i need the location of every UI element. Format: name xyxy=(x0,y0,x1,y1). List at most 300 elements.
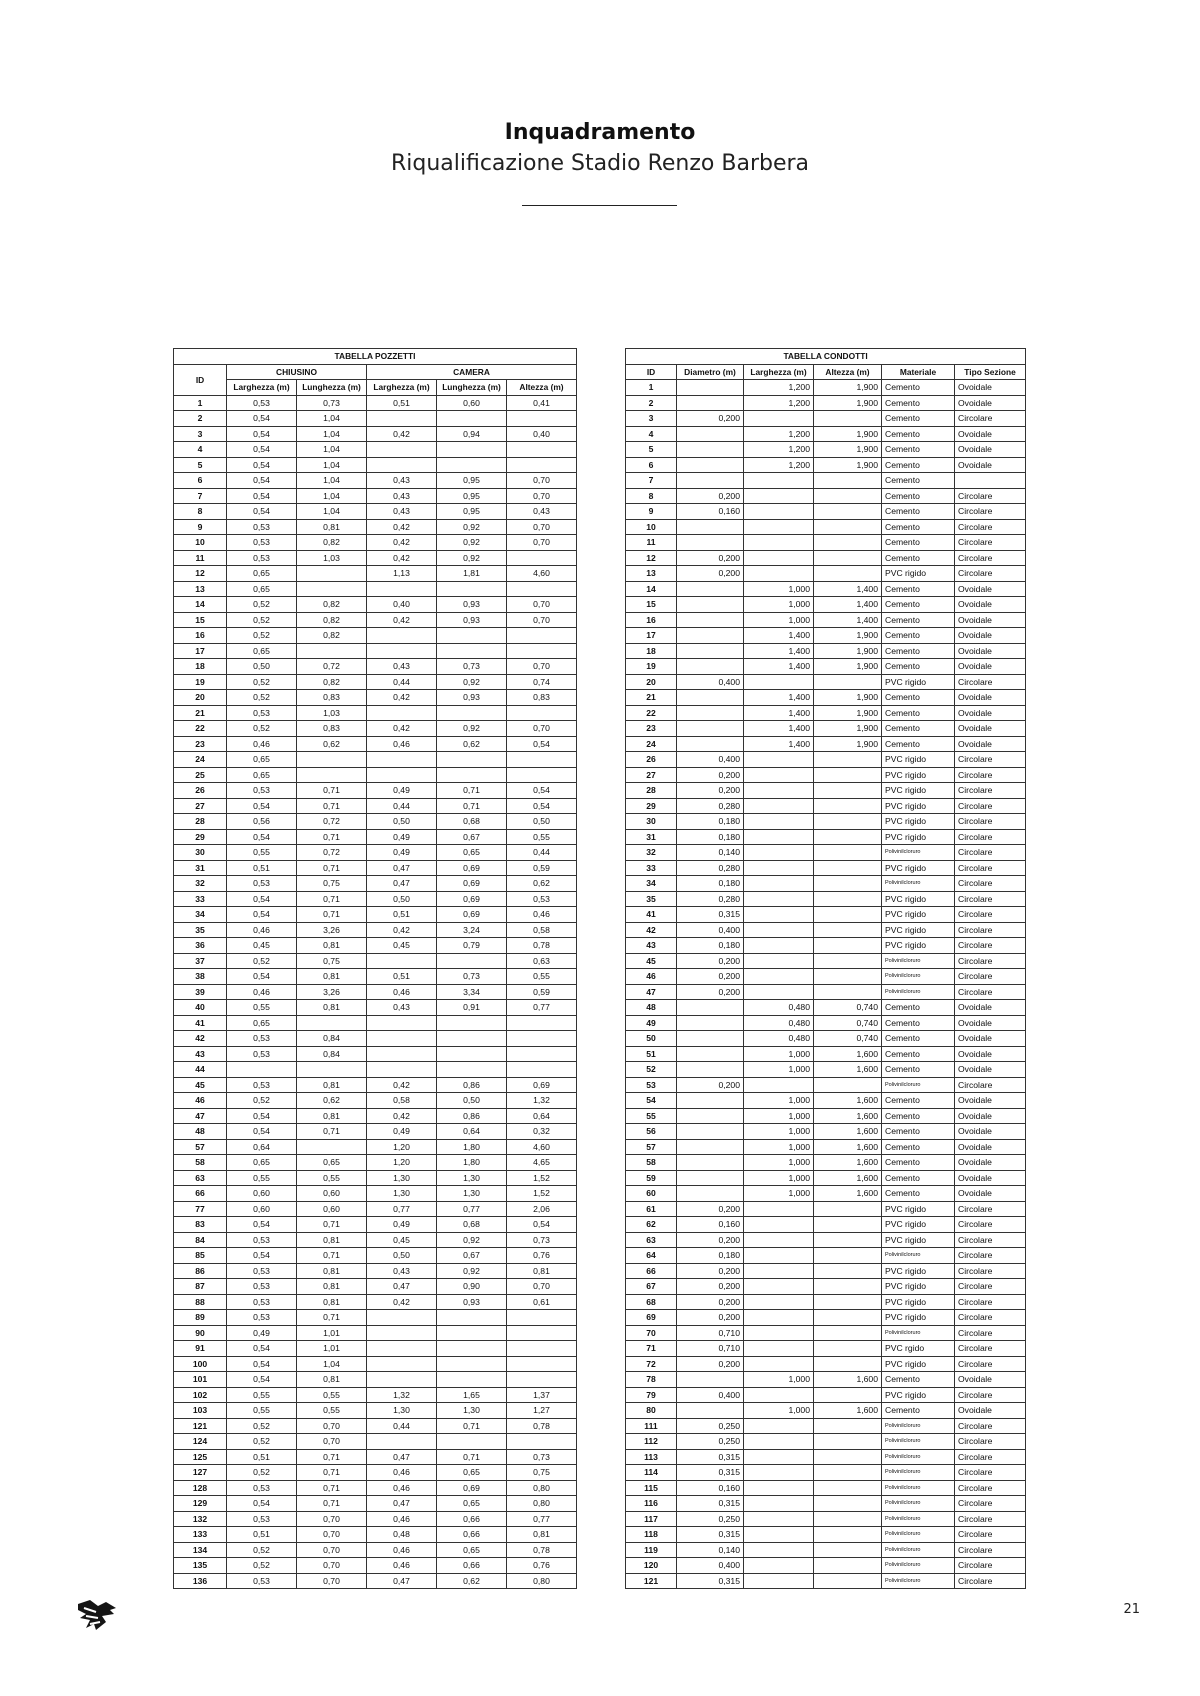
row-id-cell: 83 xyxy=(174,1217,227,1233)
row-id-cell: 47 xyxy=(626,984,677,1000)
table-cell: PVC rigido xyxy=(882,891,955,907)
table-cell xyxy=(814,1294,882,1310)
table-cell: Circolare xyxy=(955,1496,1026,1512)
row-id-cell: 136 xyxy=(174,1573,227,1589)
table-cell xyxy=(744,984,814,1000)
table-cell: 0,55 xyxy=(227,1403,297,1419)
table-cell xyxy=(744,1232,814,1248)
table-row xyxy=(174,1232,577,1248)
table-cell xyxy=(507,1031,577,1047)
table-cell: 1,000 xyxy=(744,1108,814,1124)
table-cell xyxy=(677,597,744,613)
table-cell: Circolare xyxy=(955,876,1026,892)
row-id-cell: 129 xyxy=(174,1496,227,1512)
table-cell: 0,315 xyxy=(677,1449,744,1465)
table-cell xyxy=(507,1356,577,1372)
table-cell: 0,81 xyxy=(297,1077,367,1093)
table-cell: 1,30 xyxy=(367,1170,437,1186)
row-id-cell: 59 xyxy=(626,1170,677,1186)
row-id-cell: 61 xyxy=(626,1201,677,1217)
table-cell xyxy=(507,1341,577,1357)
row-id-cell: 35 xyxy=(174,922,227,938)
row-id-cell: 57 xyxy=(626,1139,677,1155)
table-cell xyxy=(437,1325,507,1341)
table-cell xyxy=(814,1465,882,1481)
table-cell: 1,600 xyxy=(814,1139,882,1155)
table-cell xyxy=(297,643,367,659)
table-cell xyxy=(814,1418,882,1434)
table-cell xyxy=(677,1108,744,1124)
table-cell xyxy=(744,1077,814,1093)
table-cell xyxy=(744,1310,814,1326)
table-cell: 1,80 xyxy=(437,1139,507,1155)
table-row xyxy=(626,1341,1026,1357)
table-cell: 0,83 xyxy=(297,721,367,737)
table-row xyxy=(626,1232,1026,1248)
table-cell: 0,76 xyxy=(507,1558,577,1574)
table-cell: 0,42 xyxy=(367,519,437,535)
table-cell: 0,70 xyxy=(507,519,577,535)
table-cell: 0,77 xyxy=(507,1000,577,1016)
table-cell: 0,52 xyxy=(227,690,297,706)
table-cell: Ovoidale xyxy=(955,1031,1026,1047)
table-row xyxy=(174,767,577,783)
table-cell: 0,49 xyxy=(367,829,437,845)
table-cell: 0,60 xyxy=(227,1201,297,1217)
table-cell xyxy=(744,1341,814,1357)
table-row xyxy=(174,1155,577,1171)
table-cell xyxy=(744,845,814,861)
row-id-cell: 12 xyxy=(174,566,227,582)
row-id-cell: 31 xyxy=(626,829,677,845)
table-cell: 0,200 xyxy=(677,1294,744,1310)
table-cell: Ovoidale xyxy=(955,1170,1026,1186)
table-cell xyxy=(677,736,744,752)
table-cell: 1,04 xyxy=(297,473,367,489)
table-cell: 1,600 xyxy=(814,1403,882,1419)
table-cell: 1,000 xyxy=(744,612,814,628)
table-cell: 0,73 xyxy=(507,1232,577,1248)
table-cell xyxy=(507,643,577,659)
table-cell: 0,180 xyxy=(677,1248,744,1264)
row-id-cell: 57 xyxy=(174,1139,227,1155)
table-cell: 0,69 xyxy=(507,1077,577,1093)
table-cell: Circolare xyxy=(955,674,1026,690)
table-cell: 3,26 xyxy=(297,922,367,938)
table-cell: 0,42 xyxy=(367,1294,437,1310)
table-row xyxy=(174,1573,577,1589)
table-cell xyxy=(814,1480,882,1496)
table-row xyxy=(174,845,577,861)
table-cell: 0,710 xyxy=(677,1325,744,1341)
table-cell: 0,93 xyxy=(437,597,507,613)
table-cell: Circolare xyxy=(955,1325,1026,1341)
table-cell xyxy=(814,1248,882,1264)
table-cell: 0,64 xyxy=(507,1108,577,1124)
table-cell: 0,54 xyxy=(227,488,297,504)
table-cell: 0,55 xyxy=(507,829,577,845)
table-cell: 0,92 xyxy=(437,721,507,737)
table-row xyxy=(174,1542,577,1558)
table-cell: 0,180 xyxy=(677,938,744,954)
table-cell: 0,52 xyxy=(227,1093,297,1109)
table-cell: Circolare xyxy=(955,1418,1026,1434)
table-cell: Cemento xyxy=(882,628,955,644)
table-cell: 0,46 xyxy=(367,1465,437,1481)
table-cell: 0,93 xyxy=(437,690,507,706)
table-cell: Circolare xyxy=(955,969,1026,985)
table-row xyxy=(174,814,577,830)
table-cell: Ovoidale xyxy=(955,690,1026,706)
table-cell: 1,900 xyxy=(814,659,882,675)
table-cell: 0,81 xyxy=(297,1279,367,1295)
table-row xyxy=(626,752,1026,768)
table-cell xyxy=(814,1325,882,1341)
table-cell: 0,315 xyxy=(677,907,744,923)
row-id-cell: 3 xyxy=(626,411,677,427)
table-cell xyxy=(677,581,744,597)
table-cell: 1,900 xyxy=(814,721,882,737)
table-cell: 1,400 xyxy=(814,581,882,597)
table-cell: 0,280 xyxy=(677,860,744,876)
table-cell xyxy=(814,767,882,783)
table-cell: 4,60 xyxy=(507,566,577,582)
row-id-cell: 80 xyxy=(626,1403,677,1419)
row-id-cell: 127 xyxy=(174,1465,227,1481)
table-cell: 0,52 xyxy=(227,1434,297,1450)
table-cell: Circolare xyxy=(955,1558,1026,1574)
table-cell: Circolare xyxy=(955,814,1026,830)
table-cell: 0,46 xyxy=(367,1511,437,1527)
table-cell: 0,70 xyxy=(297,1418,367,1434)
row-id-cell: 11 xyxy=(626,535,677,551)
table-row xyxy=(626,488,1026,504)
table-cell xyxy=(367,628,437,644)
table-row xyxy=(626,1465,1026,1481)
table-cell xyxy=(367,705,437,721)
table-row xyxy=(174,426,577,442)
table-cell: 0,45 xyxy=(367,938,437,954)
table-row xyxy=(174,1124,577,1140)
table-cell: 0,59 xyxy=(507,984,577,1000)
table-cell: 0,76 xyxy=(507,1248,577,1264)
table-cell: 0,77 xyxy=(437,1201,507,1217)
table-cell: 1,32 xyxy=(507,1093,577,1109)
row-id-cell: 62 xyxy=(626,1217,677,1233)
column-header: Materiale xyxy=(882,364,955,380)
table-cell xyxy=(677,1139,744,1155)
table-cell: Cemento xyxy=(882,1031,955,1047)
table-cell: 4,60 xyxy=(507,1139,577,1155)
column-header: Tipo Sezione xyxy=(955,364,1026,380)
table-cell: Cemento xyxy=(882,643,955,659)
row-id-cell: 7 xyxy=(174,488,227,504)
table-cell: 0,54 xyxy=(507,798,577,814)
table-cell: 0,62 xyxy=(437,736,507,752)
table-row xyxy=(626,1434,1026,1450)
table-row xyxy=(626,457,1026,473)
table-row xyxy=(626,1372,1026,1388)
table-row xyxy=(174,1511,577,1527)
table-cell: PVC rigido xyxy=(882,674,955,690)
row-id-cell: 32 xyxy=(174,876,227,892)
table-cell: Ovoidale xyxy=(955,597,1026,613)
table-cell: 0,86 xyxy=(437,1108,507,1124)
table-cell xyxy=(677,535,744,551)
page-title: Inquadramento xyxy=(504,120,696,145)
table-cell: Circolare xyxy=(955,984,1026,1000)
table-cell: 0,53 xyxy=(227,1480,297,1496)
table-cell: 1,03 xyxy=(297,705,367,721)
row-id-cell: 28 xyxy=(174,814,227,830)
table-cell: 1,27 xyxy=(507,1403,577,1419)
table-cell xyxy=(677,380,744,396)
table-cell: Polivinilcloruro xyxy=(882,1558,955,1574)
row-id-cell: 125 xyxy=(174,1449,227,1465)
table-cell xyxy=(507,767,577,783)
table-cell xyxy=(677,395,744,411)
table-cell: 0,42 xyxy=(367,550,437,566)
table-cell: 1,65 xyxy=(437,1387,507,1403)
table-cell: Circolare xyxy=(955,767,1026,783)
table-row xyxy=(626,1077,1026,1093)
table-cell xyxy=(744,1511,814,1527)
table-cell xyxy=(814,1077,882,1093)
table-cell: 0,710 xyxy=(677,1341,744,1357)
table-cell: 1,000 xyxy=(744,1186,814,1202)
table-cell: 0,46 xyxy=(507,907,577,923)
table-cell: 0,72 xyxy=(297,845,367,861)
row-id-cell: 52 xyxy=(626,1062,677,1078)
row-id-cell: 63 xyxy=(626,1232,677,1248)
row-id-cell: 66 xyxy=(174,1186,227,1202)
table-cell: 0,740 xyxy=(814,1031,882,1047)
table-row xyxy=(626,1310,1026,1326)
table-cell: 0,54 xyxy=(227,1372,297,1388)
table-cell: 0,65 xyxy=(437,845,507,861)
table-cell: 0,51 xyxy=(227,1527,297,1543)
table-row xyxy=(174,395,577,411)
table-cell xyxy=(507,628,577,644)
table-row xyxy=(174,550,577,566)
table-cell: Ovoidale xyxy=(955,736,1026,752)
table-cell: 0,59 xyxy=(507,860,577,876)
table-cell: 0,95 xyxy=(437,473,507,489)
table-cell: Cemento xyxy=(882,550,955,566)
table-row xyxy=(174,1434,577,1450)
table-cell: 0,77 xyxy=(507,1511,577,1527)
table-cell: 4,65 xyxy=(507,1155,577,1171)
table-cell: 0,61 xyxy=(507,1294,577,1310)
table-cell xyxy=(367,1356,437,1372)
table-cell xyxy=(677,690,744,706)
table-cell: 0,69 xyxy=(437,1480,507,1496)
table-cell xyxy=(367,411,437,427)
condotti-table-body xyxy=(626,380,1026,1589)
table-cell xyxy=(814,1527,882,1543)
table-cell: 1,900 xyxy=(814,426,882,442)
table-cell: 1,000 xyxy=(744,1046,814,1062)
row-id-cell: 13 xyxy=(626,566,677,582)
table-cell: 0,78 xyxy=(507,1418,577,1434)
table-cell: 0,47 xyxy=(367,876,437,892)
table-row xyxy=(626,674,1026,690)
table-cell: 1,600 xyxy=(814,1170,882,1186)
column-header: Larghezza (m) xyxy=(367,380,437,396)
table-cell: 0,51 xyxy=(227,1449,297,1465)
table-cell: 0,160 xyxy=(677,1217,744,1233)
table-cell: 0,53 xyxy=(227,1232,297,1248)
row-id-cell: 9 xyxy=(626,504,677,520)
table-cell: 0,70 xyxy=(297,1542,367,1558)
table-cell xyxy=(814,1201,882,1217)
table-row xyxy=(626,953,1026,969)
table-cell xyxy=(437,1341,507,1357)
table-row xyxy=(174,535,577,551)
table-cell: 0,43 xyxy=(367,473,437,489)
table-row xyxy=(174,674,577,690)
row-id-cell: 24 xyxy=(626,736,677,752)
table-cell: 0,69 xyxy=(437,860,507,876)
table-cell: 0,42 xyxy=(367,535,437,551)
table-row xyxy=(626,721,1026,737)
table-cell xyxy=(744,1217,814,1233)
table-cell: 0,62 xyxy=(507,876,577,892)
table-cell: 0,92 xyxy=(437,1263,507,1279)
table-cell: 1,900 xyxy=(814,643,882,659)
table-row xyxy=(626,535,1026,551)
table-cell xyxy=(677,1170,744,1186)
table-cell xyxy=(437,1372,507,1388)
table-cell xyxy=(744,1356,814,1372)
table-row xyxy=(626,1108,1026,1124)
table-cell xyxy=(437,1434,507,1450)
table-cell: 0,68 xyxy=(437,1217,507,1233)
table-cell: Circolare xyxy=(955,891,1026,907)
table-cell xyxy=(744,550,814,566)
table-cell xyxy=(955,473,1026,489)
table-cell: Polivinilcloruro xyxy=(882,953,955,969)
table-cell: Cemento xyxy=(882,395,955,411)
table-row xyxy=(626,1480,1026,1496)
table-row xyxy=(174,1341,577,1357)
table-cell: 0,73 xyxy=(297,395,367,411)
table-cell: 0,81 xyxy=(297,1294,367,1310)
table-cell: 0,82 xyxy=(297,628,367,644)
table-cell xyxy=(367,953,437,969)
table-cell xyxy=(814,1341,882,1357)
row-id-cell: 15 xyxy=(174,612,227,628)
table-cell xyxy=(814,984,882,1000)
table-cell: 0,65 xyxy=(227,643,297,659)
row-id-cell: 67 xyxy=(626,1279,677,1295)
table-row xyxy=(174,752,577,768)
table-cell xyxy=(814,1356,882,1372)
table-cell: Polivinilcloruro xyxy=(882,1480,955,1496)
table-cell xyxy=(677,442,744,458)
table-cell: Polivinilcloruro xyxy=(882,1465,955,1481)
table-row xyxy=(174,457,577,473)
table-cell xyxy=(437,1015,507,1031)
row-id-cell: 78 xyxy=(626,1372,677,1388)
row-id-cell: 91 xyxy=(174,1341,227,1357)
table-cell xyxy=(814,876,882,892)
table-cell xyxy=(814,1310,882,1326)
table-cell xyxy=(437,442,507,458)
table-row xyxy=(174,736,577,752)
table-cell: 1,600 xyxy=(814,1062,882,1078)
table-cell: 0,71 xyxy=(437,783,507,799)
table-cell xyxy=(367,1372,437,1388)
table-cell: 0,200 xyxy=(677,550,744,566)
table-cell: Circolare xyxy=(955,1511,1026,1527)
table-cell xyxy=(744,519,814,535)
row-id-cell: 71 xyxy=(626,1341,677,1357)
table-cell xyxy=(507,581,577,597)
table-cell: 0,70 xyxy=(507,659,577,675)
table-cell xyxy=(744,876,814,892)
table-row xyxy=(626,969,1026,985)
table-cell: 0,69 xyxy=(437,907,507,923)
row-id-cell: 87 xyxy=(174,1279,227,1295)
table-cell: 0,81 xyxy=(507,1527,577,1543)
table-row xyxy=(174,721,577,737)
table-cell: Cemento xyxy=(882,721,955,737)
table-row xyxy=(626,1248,1026,1264)
table-cell: 0,71 xyxy=(297,1465,367,1481)
table-cell: 0,62 xyxy=(297,1093,367,1109)
table-cell: 0,46 xyxy=(367,736,437,752)
row-id-cell: 10 xyxy=(626,519,677,535)
table-row xyxy=(626,1031,1026,1047)
table-cell: 0,65 xyxy=(227,752,297,768)
table-cell: Circolare xyxy=(955,845,1026,861)
table-cell: Circolare xyxy=(955,829,1026,845)
table-cell: Ovoidale xyxy=(955,659,1026,675)
table-row xyxy=(626,1124,1026,1140)
table-row xyxy=(626,1387,1026,1403)
table-cell: 0,69 xyxy=(437,891,507,907)
table-cell: 0,67 xyxy=(437,1248,507,1264)
table-row xyxy=(626,783,1026,799)
table-cell: Circolare xyxy=(955,1527,1026,1543)
row-id-cell: 48 xyxy=(626,1000,677,1016)
table-cell xyxy=(814,674,882,690)
row-id-cell: 32 xyxy=(626,845,677,861)
table-cell: 0,70 xyxy=(507,488,577,504)
table-cell: 0,60 xyxy=(227,1186,297,1202)
table-cell: 1,400 xyxy=(744,628,814,644)
table-cell xyxy=(744,674,814,690)
table-cell: 0,46 xyxy=(367,1480,437,1496)
column-header: Larghezza (m) xyxy=(227,380,297,396)
table-cell: Cemento xyxy=(882,1372,955,1388)
row-id-cell: 26 xyxy=(174,783,227,799)
row-id-cell: 13 xyxy=(174,581,227,597)
table-cell: 0,55 xyxy=(297,1170,367,1186)
row-id-cell: 42 xyxy=(626,922,677,938)
row-id-cell: 21 xyxy=(626,690,677,706)
table-cell xyxy=(367,1434,437,1450)
table-cell: 0,54 xyxy=(507,1217,577,1233)
table-cell: Ovoidale xyxy=(955,1062,1026,1078)
table-cell: 1,400 xyxy=(744,736,814,752)
table-cell xyxy=(677,1124,744,1140)
table-cell: 1,04 xyxy=(297,457,367,473)
table-cell: 0,44 xyxy=(367,798,437,814)
table-cell: 0,94 xyxy=(437,426,507,442)
table-cell xyxy=(437,581,507,597)
